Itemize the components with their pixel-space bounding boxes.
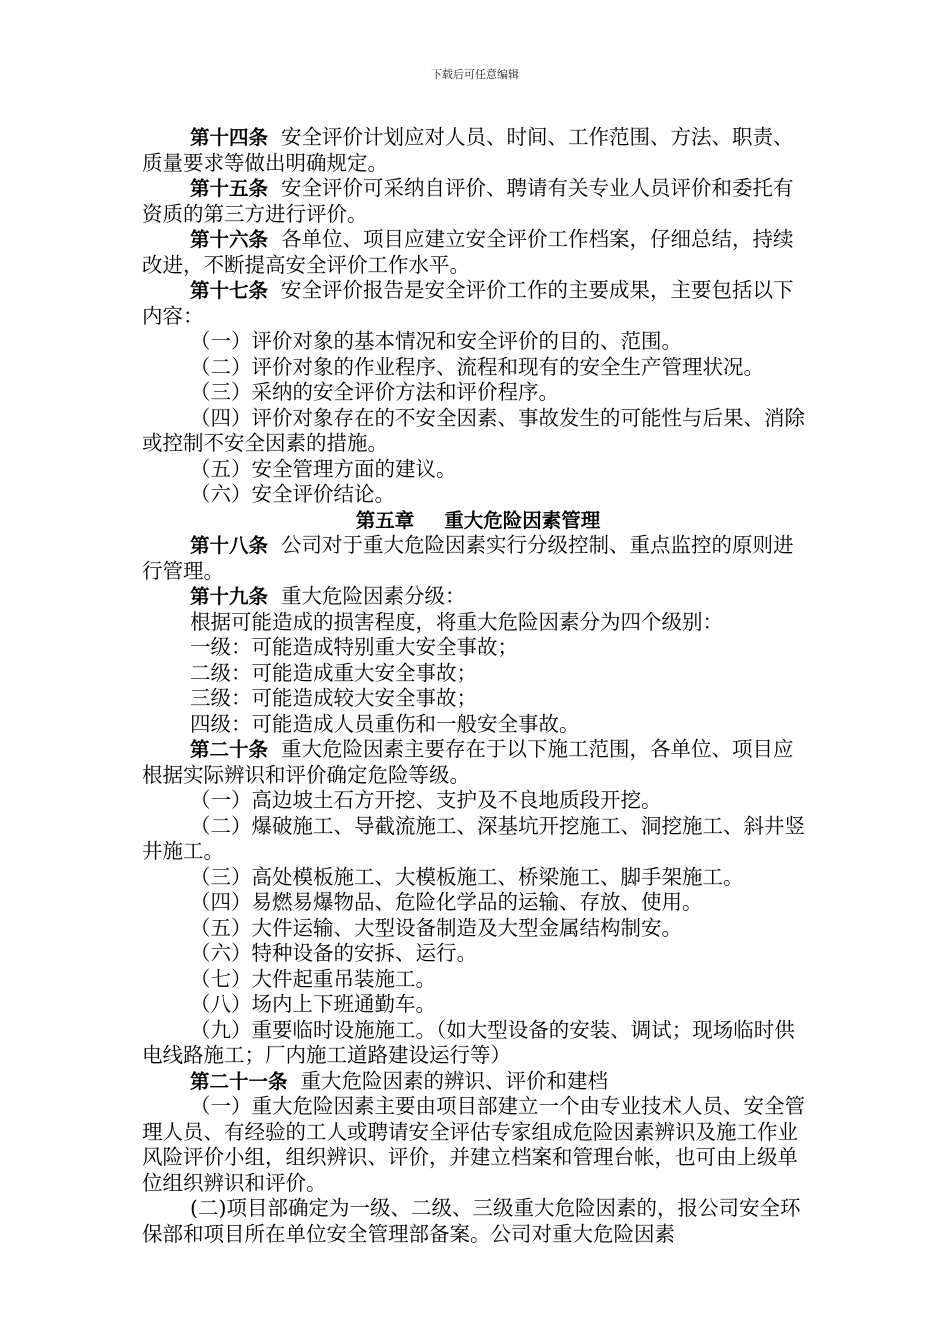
article-18 <box>142 533 814 584</box>
article-21 <box>142 1069 814 1095</box>
list-item: （五）安全管理方面的建议。 <box>190 456 457 481</box>
list-item: （一）评价对象的基本情况和安全评价的目的、范围。 <box>190 329 682 353</box>
list-item: 四级：可能造成人员重伤和一般安全事故。 <box>190 711 580 736</box>
list-item: （五）大件运输、大型设备制造及大型金属结构制安。 <box>190 915 682 940</box>
list-item: （三）采纳的安全评价方法和评价程序。 <box>190 380 559 404</box>
article-16 <box>142 227 814 278</box>
list-item: （四）易燃易爆物品、危险化学品的运输、存放、使用。 <box>190 890 703 914</box>
list-item: （一）高边坡土石方开挖、支护及不良地质段开挖。 <box>190 788 662 812</box>
article-label: 第十九条 <box>190 585 269 608</box>
list-item: （三）高处模板施工、大模板施工、桥梁施工、脚手架施工。 <box>190 864 744 889</box>
list-item: （七）大件起重吊装施工。 <box>190 966 436 991</box>
document-body <box>142 125 814 1247</box>
article-label: 第十八条 <box>190 534 269 557</box>
article-label: 第十七条 <box>190 279 269 302</box>
article-label: 第十五条 <box>190 177 269 200</box>
list-item: （一）重大危险因素主要由项目部建立一个由专业技术人员、安全管理人员、有经验的工人或聘请安全评估专家组成危险因素辨识及施工作业风险评价小组，组织辨识、评价，并建立档案和管理台帐，也可由上级单位组织辨识和评价。 <box>142 1094 805 1195</box>
list-item: （四）评价对象存在的不安全因素、事故发生的可能性与后果、消除或控制不安全因素的措施。 <box>142 405 805 455</box>
chapter-number: 第五章 <box>355 508 415 532</box>
list-item: 三级：可能造成较大安全事故； <box>190 686 477 710</box>
list-item: (二)项目部确定为一级、二级、三级重大危险因素的，报公司安全环保部和项目所在单位安全管理部备案。公司对重大危险因素 <box>142 1196 801 1246</box>
chapter-heading <box>142 508 814 534</box>
list-item: （八）场内上下班通勤车。 <box>190 992 436 1016</box>
list-item: （二）评价对象的作业程序、流程和现有的安全生产管理状况。 <box>190 354 764 379</box>
list-item: （六）安全评价结论。 <box>190 482 395 506</box>
article-text: 各单位、项目应建立安全评价工作档案，仔细总结，持续改进，不断提高安全评价工作水平。 <box>142 227 794 277</box>
list-item: 一级：可能造成特别重大安全事故； <box>190 635 518 659</box>
article-text: 重大危险因素的辨识、评价和建档 <box>287 1068 609 1093</box>
article-14 <box>142 125 814 176</box>
list-item: （二）爆破施工、导截流施工、深基坑开挖施工、洞挖施工、斜井竖井施工。 <box>142 813 805 863</box>
article-17 <box>142 278 814 329</box>
list-item: （六）特种设备的安拆、运行。 <box>190 941 477 965</box>
article-label: 第十四条 <box>190 126 269 149</box>
article-text: 安全评价可采纳自评价、聘请有关专业人员评价和委托有资质的第三方进行评价。 <box>142 176 794 226</box>
article-text: 安全评价报告是安全评价工作的主要成果，主要包括以下内容： <box>142 278 794 328</box>
article-19 <box>142 584 814 610</box>
article-text: 公司对于重大危险因素实行分级控制、重点监控的原则进行管理。 <box>142 533 794 583</box>
article-text: 安全评价计划应对人员、时间、工作范围、方法、职责、质量要求等做出明确规定。 <box>142 125 794 175</box>
chapter-title: 重大危险因素管理 <box>444 508 601 532</box>
article-20 <box>142 737 814 788</box>
article-label: 第二十一条 <box>190 1069 288 1093</box>
list-item: 二级：可能造成重大安全事故； <box>190 660 477 685</box>
list-item: 根据可能造成的损害程度，将重大危险因素分为四个级别： <box>190 609 723 634</box>
article-15 <box>142 176 814 227</box>
article-label: 第二十条 <box>190 738 269 761</box>
article-text: 重大危险因素主要存在于以下施工范围，各单位、项目应根据实际辨识和评价确定危险等级。 <box>142 737 794 787</box>
list-item: （九）重要临时设施施工。（如大型设备的安装、调试；现场临时供电线路施工；厂内施工道路建设运行等） <box>142 1017 795 1067</box>
article-label: 第十六条 <box>190 228 269 251</box>
page-header: 下载后可任意编辑 <box>431 68 519 81</box>
article-text: 重大危险因素分级： <box>268 584 466 608</box>
